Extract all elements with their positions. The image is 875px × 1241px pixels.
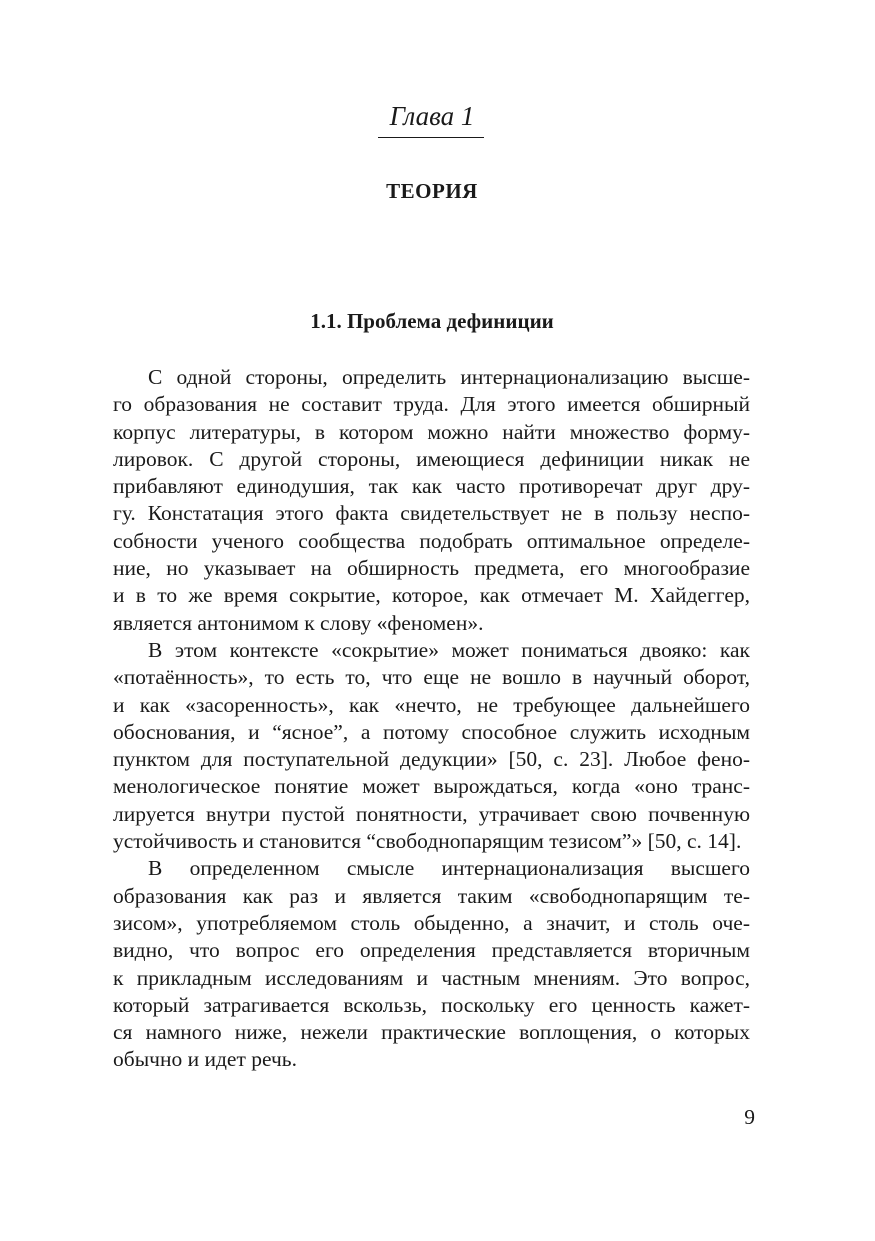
chapter-underline xyxy=(378,137,484,138)
text-line: и как «засоренность», как «нечто, не требующее дальнейшего xyxy=(113,692,750,717)
text-line: гу. Констатация этого факта свидетельствует не в пользу неспо- xyxy=(113,501,750,526)
section-title: 1.1. Проблема дефиниции xyxy=(310,309,554,333)
text-line: пунктом для поступательной дедукции» [50, с. 23]. Любое фено- xyxy=(113,747,750,772)
text-line: В этом контексте «сокрытие» может пониматься двояко: как xyxy=(148,637,750,662)
paragraph xyxy=(113,637,750,855)
text-line: который затрагивается вскользь, поскольку его ценность кажет- xyxy=(113,992,750,1017)
text-line: является антонимом к слову «феномен». xyxy=(113,610,484,635)
text-line: зисом», употребляемом столь обыденно, а значит, и столь оче- xyxy=(113,910,750,935)
text-line: лировок. С другой стороны, имеющиеся дефиниции никак не xyxy=(113,446,750,471)
text-line: ние, но указывает на обширность предмета, его многообразие xyxy=(113,556,750,581)
chapter-title: ТЕОРИЯ xyxy=(386,179,478,203)
text-line: собности ученого сообщества подобрать оптимальное определе- xyxy=(113,528,750,553)
text-line: ся намного ниже, нежели практические воплощения, о которых xyxy=(113,1020,750,1045)
chapter-label: Глава 1 xyxy=(389,101,475,131)
text-line: и в то же время сокрытие, которое, как отмечает М. Хайдеггер, xyxy=(113,583,750,608)
text-line: образования как раз и является таким «свободнопарящим те- xyxy=(113,883,750,908)
text-line: «потаённость», то есть то, что еще не вошло в научный оборот, xyxy=(113,665,750,690)
paragraph xyxy=(113,855,750,1073)
text-line: прибавляют единодушия, так как часто противоречат друг дру- xyxy=(113,474,750,499)
text-line: В определенном смысле интернационализация высшего xyxy=(148,856,750,881)
text-line: го образования не составит труда. Для этого имеется обширный xyxy=(113,392,750,417)
text-line: С одной стороны, определить интернационализацию высше- xyxy=(148,365,750,389)
body-text xyxy=(113,364,750,1074)
text-line: к прикладным исследованиям и частным мнениям. Это вопрос, xyxy=(113,965,750,990)
page-number: 9 xyxy=(744,1105,755,1129)
paragraph xyxy=(113,364,750,637)
text-line: видно, что вопрос его определения представляется вторичным xyxy=(113,938,750,963)
text-line: обоснования, и “ясное”, а потому способное служить исходным xyxy=(113,719,750,744)
text-line: обычно и идет речь. xyxy=(113,1047,297,1072)
text-line: лируется внутри пустой понятности, утрачивает свою почвенную xyxy=(113,801,750,826)
text-line: корпус литературы, в котором можно найти множество форму- xyxy=(113,419,750,444)
text-line: менологическое понятие может вырождаться, когда «оно транс- xyxy=(113,774,750,799)
text-line: устойчивость и становится “свободнопарящим тезисом”» [50, с. 14]. xyxy=(113,829,742,854)
